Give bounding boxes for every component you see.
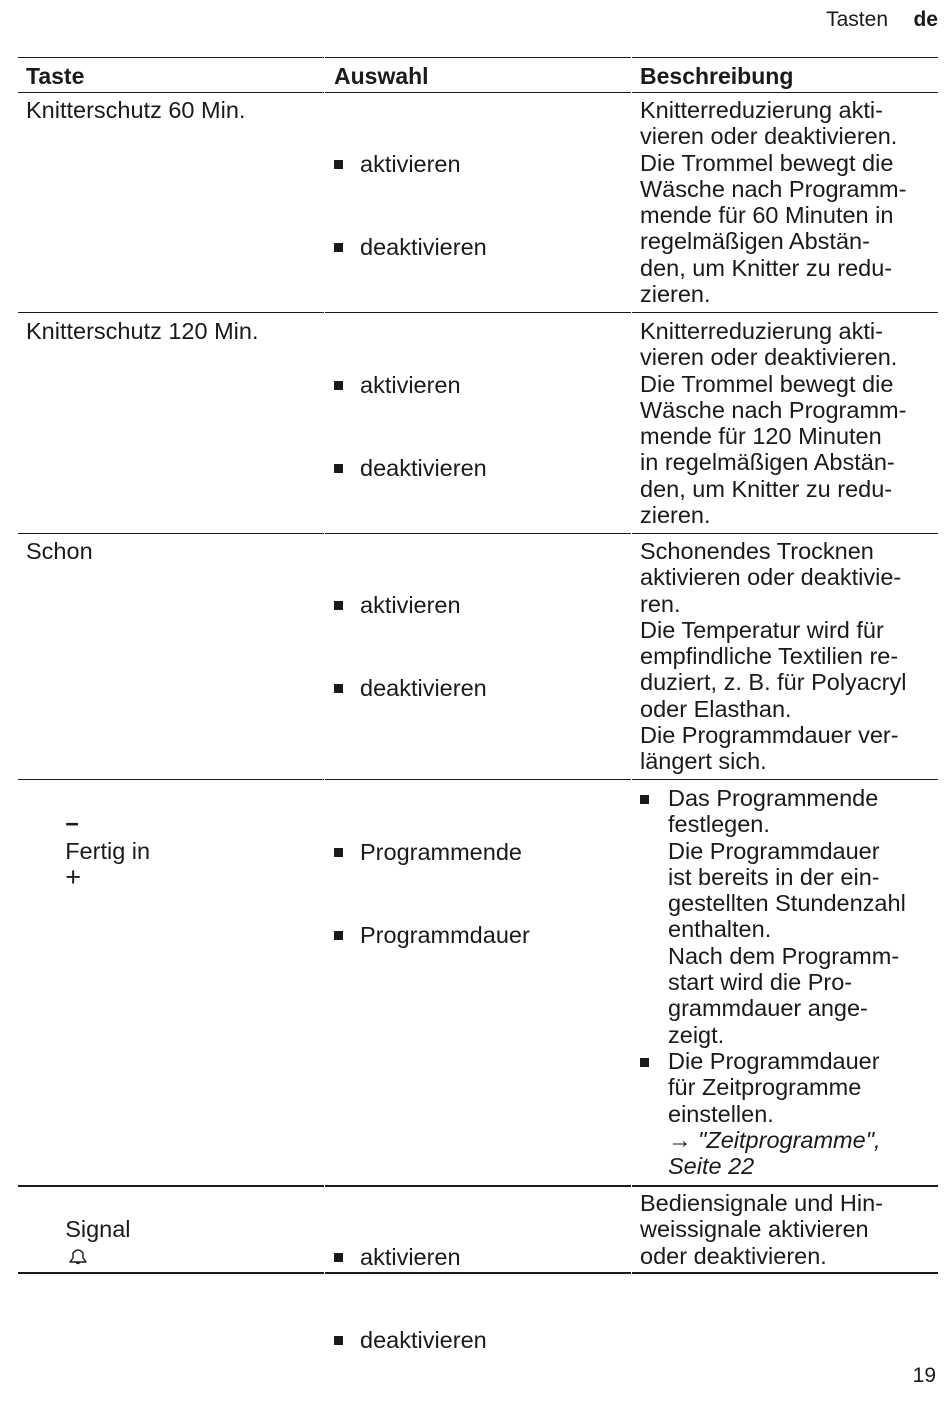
square-bullet-icon [334,1336,343,1345]
option-list [334,537,487,757]
list-item: deaktivieren [334,234,487,262]
list-item: aktivieren [334,372,487,400]
description-text: Bediensignale und Hin- weissignale aktivieren oder deaktivieren. [640,1190,883,1269]
square-bullet-icon [640,1058,649,1067]
column-header-beschreibung: Beschreibung [640,63,794,89]
key-label-fertig-in: − Fertig in + [65,811,151,892]
column-header-taste: Taste [26,63,85,89]
table-top-rule [18,57,938,58]
key-label-signal: Signal [26,1190,131,1295]
list-item: deaktivieren [334,675,487,703]
list-item: Programmende [334,839,530,867]
minus-icon: − [65,811,79,838]
row-divider [18,779,938,780]
row-divider [18,1185,938,1187]
option-list [334,784,530,1004]
column-gap [631,55,632,1275]
cross-reference-link[interactable]: → "Zeitprogramme", Seite 22 [668,1127,881,1180]
description-text: Knitterreduzierung akti- vieren oder deaktivieren. Die Trommel bewegt die Wäsche nach Programm- mende für 120 Minuten in regelmäßigen Abstän- den, um Knitter zu redu- zieren. [640,318,907,529]
list-item: aktivieren [334,592,487,620]
list-item: aktivieren [334,151,487,179]
square-bullet-icon [334,601,343,610]
description-item: Das Programmende festlegen. Die Programmdauer ist bereits in der ein- gestellten Stundenzahl enthalten. Nach dem Programm- start wird die Pro- grammdauer ange- zeigt. [668,785,906,1048]
list-item: deaktivieren [334,455,487,483]
description-text: Schonendes Trocknen aktivieren oder deaktivie- ren. Die Temperatur wird für empfindliche Textilien re- duziert, z. B. für Polyacryl oder Elasthan. Die Programmdauer ver- längert sich. [640,538,907,775]
list-item: aktivieren [334,1244,487,1272]
key-label: Schon [26,538,93,564]
running-header-section: Tasten [826,8,888,31]
header-bottom-rule [18,92,938,93]
page-number: 19 [912,1364,936,1387]
list-item: Programmdauer [334,922,530,950]
square-bullet-icon [334,931,343,940]
running-header-language: de [913,8,938,31]
key-label: Knitterschutz 60 Min. [26,97,246,123]
bell-icon [67,1246,89,1266]
option-list [334,96,487,316]
column-gap [324,55,325,1275]
plus-icon: + [65,861,81,892]
option-list [334,317,487,537]
key-label: Knitterschutz 120 Min. [26,318,259,344]
list-item: deaktivieren [334,1327,487,1355]
square-bullet-icon [334,381,343,390]
square-bullet-icon [334,1253,343,1262]
description-item: Die Programmdauer für Zeitprogramme einstellen. [668,1048,880,1127]
square-bullet-icon [640,795,649,804]
column-header-auswahl: Auswahl [334,63,429,89]
option-list [334,1189,487,1409]
description-text: Knitterreduzierung akti- vieren oder deaktivieren. Die Trommel bewegt die Wäsche nach Programm- mende für 60 Minuten in regelmäßigen Abstän- den, um Knitter zu redu- zieren. [640,97,907,308]
square-bullet-icon [334,464,343,473]
square-bullet-icon [334,684,343,693]
square-bullet-icon [334,848,343,857]
square-bullet-icon [334,160,343,169]
square-bullet-icon [334,243,343,252]
